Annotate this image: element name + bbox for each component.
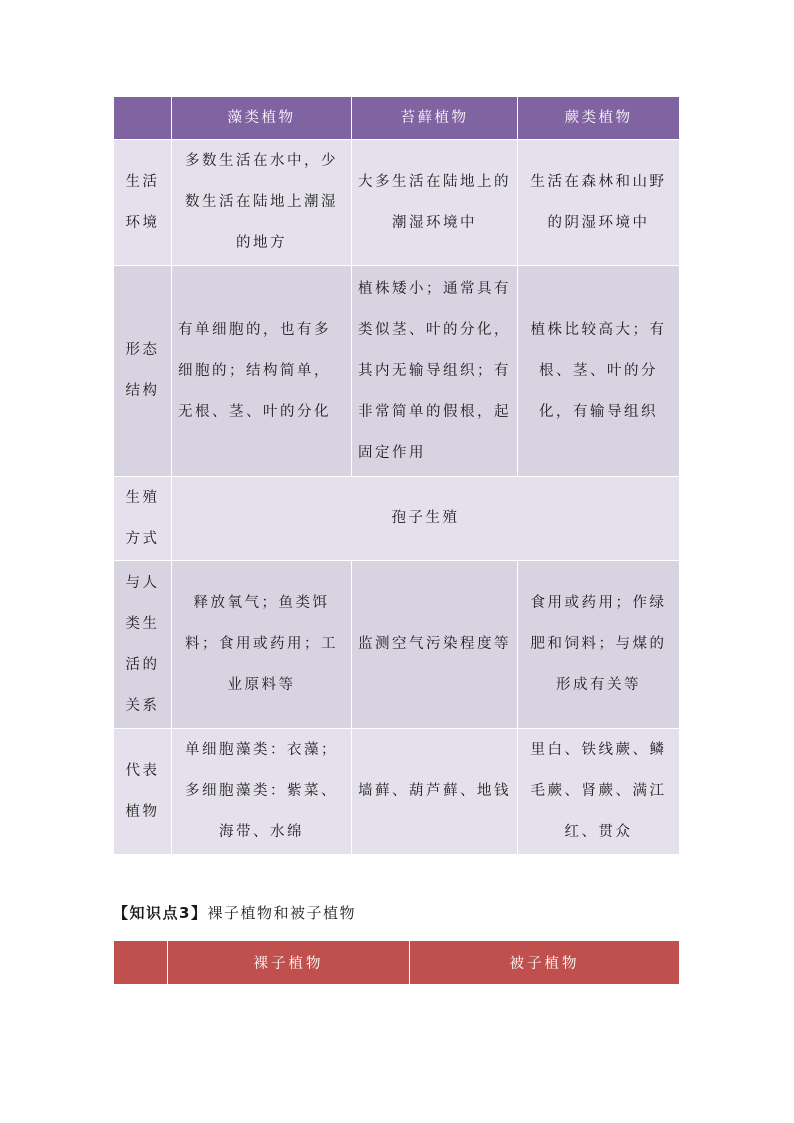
cell-moss: 植株矮小；通常具有类似茎、叶的分化，其内无输导组织；有非常简单的假根，起固定作用 [352, 266, 518, 477]
table-header-row [114, 941, 680, 985]
lower-plants-comparison-table [113, 96, 680, 855]
cell-fern: 食用或药用；作绿肥和饲料；与煤的形成有关等 [518, 561, 680, 729]
table-row [114, 266, 680, 477]
section-heading [113, 902, 356, 923]
seed-plants-table [113, 940, 680, 985]
cell-algae: 多数生活在水中，少数生活在陆地上潮湿的地方 [172, 140, 352, 266]
table-row [114, 477, 680, 561]
header-algae: 藻类植物 [172, 97, 352, 140]
table-row [114, 729, 680, 855]
table-row [114, 561, 680, 729]
header-fern: 蕨类植物 [518, 97, 680, 140]
cell-algae: 单细胞藻类：衣藻；多细胞藻类：紫菜、海带、水绵 [172, 729, 352, 855]
table-header-row [114, 97, 680, 140]
cell-algae: 释放氧气；鱼类饵料；食用或药用；工业原料等 [172, 561, 352, 729]
heading-bracket-close: 】 [190, 904, 208, 922]
cell-fern: 植株比较高大；有根、茎、叶的分化，有输导组织 [518, 266, 680, 477]
row-label: 与人类生活的关系 [114, 561, 172, 729]
row-label: 生殖方式 [114, 477, 172, 561]
header-angiosperms: 被子植物 [410, 941, 680, 985]
cell-moss: 大多生活在陆地上的潮湿环境中 [352, 140, 518, 266]
cell-moss: 墙藓、葫芦藓、地钱 [352, 729, 518, 855]
heading-bracket-open: 【 [113, 904, 130, 922]
row-label: 代表植物 [114, 729, 172, 855]
row-label: 生活环境 [114, 140, 172, 266]
cell-fern: 生活在森林和山野的阴湿环境中 [518, 140, 680, 266]
header-blank [114, 941, 168, 985]
row-label: 形态结构 [114, 266, 172, 477]
heading-label: 知识点3 [129, 904, 191, 922]
header-gymnosperms: 裸子植物 [168, 941, 410, 985]
cell-merged-reproduction: 孢子生殖 [172, 477, 680, 561]
header-moss: 苔藓植物 [352, 97, 518, 140]
cell-moss: 监测空气污染程度等 [352, 561, 518, 729]
heading-text: 裸子植物和被子植物 [207, 904, 356, 922]
header-blank [114, 97, 172, 140]
table-row [114, 140, 680, 266]
cell-fern: 里白、铁线蕨、鳞毛蕨、肾蕨、满江红、贯众 [518, 729, 680, 855]
cell-algae: 有单细胞的，也有多细胞的；结构简单，无根、茎、叶的分化 [172, 266, 352, 477]
